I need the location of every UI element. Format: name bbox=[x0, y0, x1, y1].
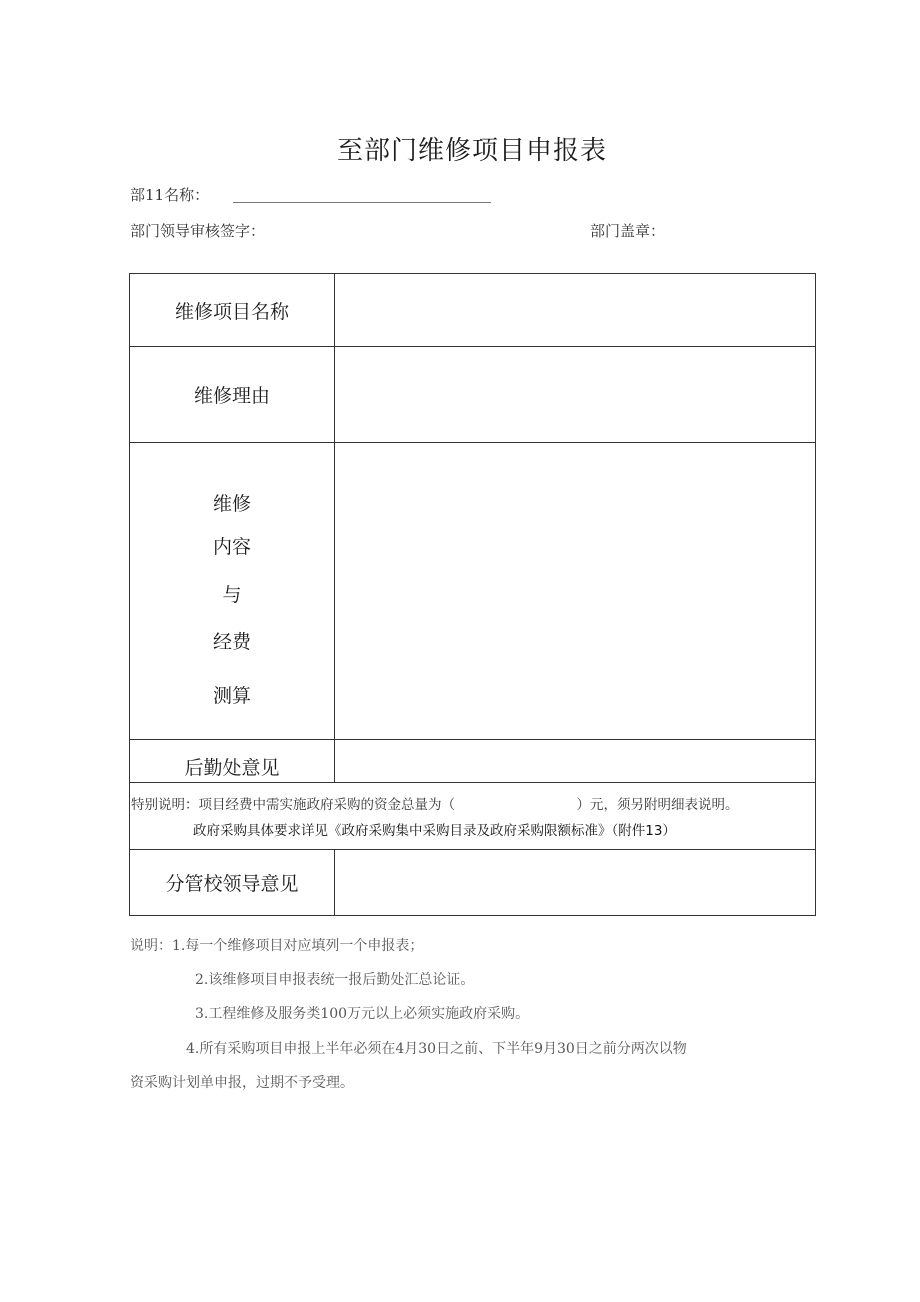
logistics-opinion-field[interactable] bbox=[335, 740, 816, 783]
project-name-field[interactable] bbox=[335, 274, 816, 347]
table-row bbox=[130, 783, 816, 850]
logistics-opinion-label: 后勤处意见 bbox=[184, 757, 280, 779]
content-budget-label-cell bbox=[130, 443, 335, 740]
note-line-5: 资采购计划单申报，过期不予受理。 bbox=[130, 1075, 354, 1091]
table-row bbox=[130, 443, 816, 740]
content-label-line: 维修 bbox=[212, 493, 251, 515]
repair-reason-label: 维修理由 bbox=[130, 347, 335, 443]
content-label-line: 与 bbox=[222, 584, 242, 606]
table-row bbox=[130, 740, 816, 783]
special-note-line2: 政府采购具体要求详见《政府采购集中采购目录及政府采购限额标准》（附件13） bbox=[193, 823, 676, 839]
note-line-4: 4.所有采购项目申报上半年必须在4月30日之前、下半年9月30日之前分两次以物 bbox=[186, 1041, 687, 1057]
dept-seal-label: 部门盖章： bbox=[590, 222, 666, 240]
table-row bbox=[130, 347, 816, 443]
content-label-line: 经费 bbox=[212, 631, 251, 653]
special-note-cell bbox=[130, 783, 816, 850]
application-form-table bbox=[129, 273, 816, 916]
project-name-label: 维修项目名称 bbox=[130, 274, 335, 347]
page-title: 至部门维修项目申报表 bbox=[336, 136, 607, 166]
table-row bbox=[130, 274, 816, 347]
note-line-1: 说明：1.每一个维修项目对应填列一个申报表； bbox=[130, 938, 424, 954]
leader-opinion-field[interactable] bbox=[335, 850, 816, 916]
dept-name-field[interactable] bbox=[233, 202, 491, 203]
table-row bbox=[130, 850, 816, 916]
dept-name-label: 部11名称： bbox=[130, 186, 210, 204]
leader-sign-label: 部门领导审核签字： bbox=[130, 222, 266, 240]
content-label-line: 内容 bbox=[212, 536, 251, 558]
content-label-line: 测算 bbox=[212, 685, 251, 707]
note-line-3: 3.工程维修及服务类100万元以上必须实施政府采购。 bbox=[195, 1006, 530, 1022]
special-note-line1: 特别说明：项目经费中需实施政府采购的资金总量为（ ）元，须另附明细表说明。 bbox=[131, 797, 739, 813]
leader-opinion-label: 分管校领导意见 bbox=[130, 850, 335, 916]
repair-reason-field[interactable] bbox=[335, 347, 816, 443]
logistics-opinion-label-cell bbox=[130, 740, 335, 783]
note-line-2: 2.该维修项目申报表统一报后勤处汇总论证。 bbox=[195, 972, 475, 988]
content-budget-field[interactable] bbox=[335, 443, 816, 740]
